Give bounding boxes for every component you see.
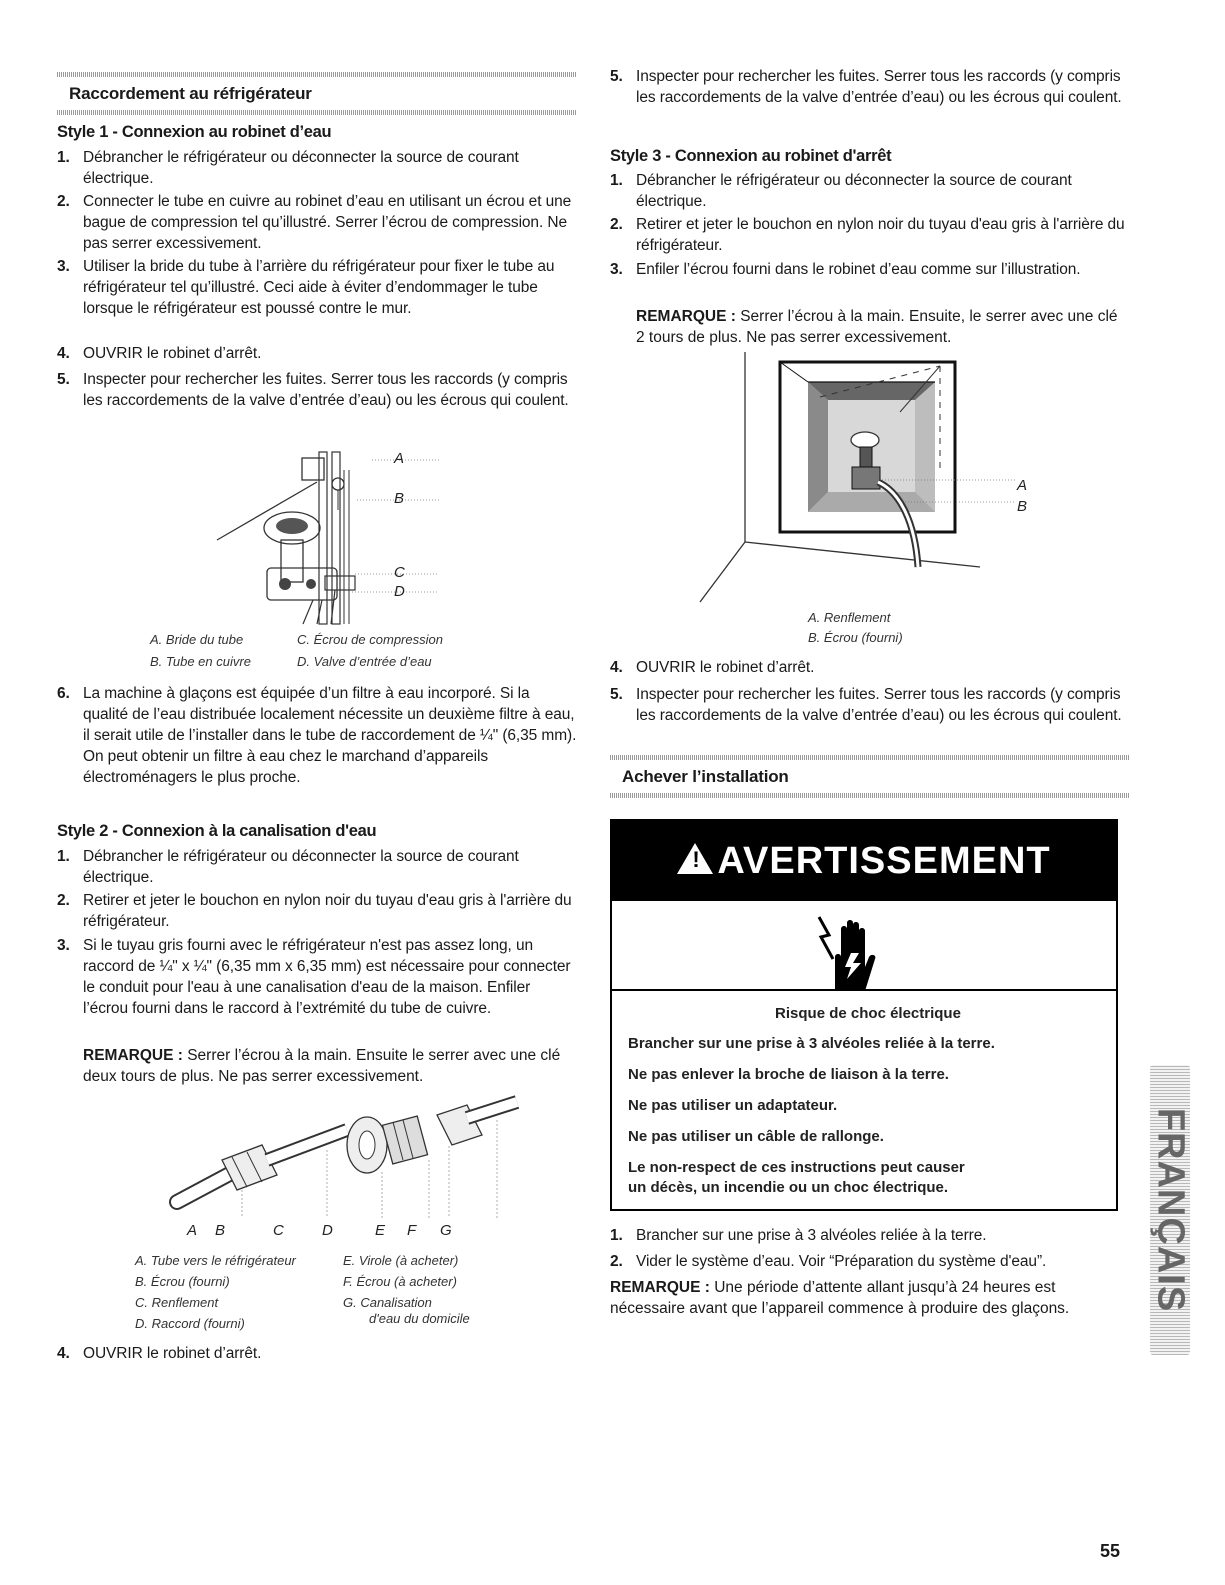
figure-caption: E. Virole (à acheter) xyxy=(343,1253,459,1268)
electric-shock-hand-icon xyxy=(807,909,917,997)
style1-heading: Style 1 - Connexion au robinet d’eau xyxy=(57,123,332,141)
figure-caption: A. Tube vers le réfrigérateur xyxy=(135,1253,296,1268)
warning-triangle-icon: ! xyxy=(677,843,713,874)
figure-label: D xyxy=(394,583,405,600)
figure-label: C xyxy=(394,564,405,581)
list-item: 5. Inspecter pour rechercher les fuites. Serrer tous les raccords (y compris les raccordements de la valve d’entrée d’eau) ou les écrous qui coulent. xyxy=(57,371,569,409)
note-paragraph: REMARQUE : Une période d’attente allant jusqu’à 24 heures est nécessaire avant que l’appareil commence à produire des glaçons. xyxy=(610,1279,1070,1317)
warning-text: Ne pas utiliser un adaptateur. xyxy=(628,1097,838,1114)
figure-label: G xyxy=(440,1222,452,1239)
section-divider xyxy=(57,110,577,115)
list-item: 1. Brancher sur une prise à 3 alvéoles reliée à la terre. xyxy=(610,1227,987,1244)
figure-caption: C. Écrou de compression xyxy=(297,632,443,647)
warning-text: Le non-respect de ces instructions peut causer xyxy=(628,1159,965,1176)
section-title: Achever l’installation xyxy=(622,767,789,786)
figure-caption: F. Écrou (à acheter) xyxy=(343,1274,457,1289)
figure-caption: D. Raccord (fourni) xyxy=(135,1316,245,1331)
figure-label: C xyxy=(273,1222,284,1239)
list-item: 1. Débrancher le réfrigérateur ou déconnecter la source de courant électrique. xyxy=(57,848,519,886)
list-item: 4. OUVRIR le robinet d’arrêt. xyxy=(57,345,262,362)
figure-label: D xyxy=(322,1222,333,1239)
figure-caption: B. Écrou (fourni) xyxy=(808,630,903,645)
language-tab-label: FRANÇAIS xyxy=(1149,1107,1192,1313)
shutoff-valve-illustration xyxy=(700,352,1020,612)
list-item: 4. OUVRIR le robinet d’arrêt. xyxy=(57,1345,262,1362)
figure-label: A xyxy=(394,450,405,467)
figure-caption: G. Canalisation xyxy=(343,1295,432,1310)
section-title: Raccordement au réfrigérateur xyxy=(69,84,312,103)
section-divider xyxy=(610,793,1130,798)
list-item: 3. Si le tuyau gris fourni avec le réfrigérateur n'est pas assez long, un raccord de ¼" x ¼" (6,35 mm x 6,35 mm) est nécessaire pour connecter le conduit pour l'eau à une canalisation d'eau de la maison. Enfiler l’écrou fourni dans le raccord à l’extrémité du tube de cuivre. xyxy=(57,937,571,1017)
figure-caption: d'eau du domicile xyxy=(369,1311,470,1326)
section-divider xyxy=(57,72,577,77)
figure-caption: D. Valve d’entrée d’eau xyxy=(297,654,432,669)
figure-caption: A. Bride du tube xyxy=(150,632,244,647)
list-item: 3. Utiliser la bride du tube à l’arrière du réfrigérateur pour fixer le tube au réfrigérateur tel qu’illustré. Ceci aide à éviter d’endommager le tube lorsque le réfrigérateur est poussé contre le mur. xyxy=(57,258,555,317)
note-paragraph: REMARQUE : Serrer l’écrou à la main. Ensuite, le serrer avec une clé 2 tours de plus. Ne pas serrer excessivement. xyxy=(636,308,1118,346)
figure-caption: C. Renflement xyxy=(135,1295,219,1310)
list-item: 3. Enfiler l’écrou fourni dans le robinet d’eau comme sur l’illustration. xyxy=(610,261,1081,278)
style2-heading: Style 2 - Connexion à la canalisation d'eau xyxy=(57,822,377,840)
page-number: 55 xyxy=(1100,1541,1121,1561)
list-item: 6. La machine à glaçons est équipée d’un filtre à eau incorporé. Si la qualité de l’eau distribuée localement nécessite un deuxième filtre à eau, il serait utile de l’installer dans le tube de raccordement de ¼" (6,35 mm). On peut obtenir un filtre à eau chez le marchand d’appareils électroménagers le plus proche. xyxy=(57,685,577,786)
list-item: 5. Inspecter pour rechercher les fuites. Serrer tous les raccords (y compris les raccordements de la valve d’entrée d’eau) ou les écrous qui coulent. xyxy=(610,68,1122,106)
list-item: 1. Débrancher le réfrigérateur ou déconnecter la source de courant électrique. xyxy=(610,172,1072,210)
figure-caption: A. Renflement xyxy=(808,610,891,625)
valve-illustration xyxy=(207,440,457,630)
section-divider xyxy=(610,755,1130,760)
figure-caption: B. Écrou (fourni) xyxy=(135,1274,230,1289)
warning-box xyxy=(610,819,1118,1211)
style3-heading: Style 3 - Connexion au robinet d'arrêt xyxy=(610,147,892,165)
figure-label: A xyxy=(1017,477,1028,494)
warning-text: un décès, un incendie ou un choc électrique. xyxy=(628,1179,949,1196)
list-item: 2. Connecter le tube en cuivre au robinet d’eau en utilisant un écrou et une bague de compression tel qu’illustré. Serrer l’écrou de compression. Ne pas serrer excessivement. xyxy=(57,193,572,252)
figure-label: B xyxy=(394,490,405,507)
warning-text: Ne pas utiliser un câble de rallonge. xyxy=(628,1128,884,1145)
figure-label: A xyxy=(187,1222,198,1239)
list-item: 2. Retirer et jeter le bouchon en nylon noir du tuyau d'eau gris à l'arrière du réfrigérateur. xyxy=(57,892,572,930)
warning-risk-title: Risque de choc électrique xyxy=(775,1005,961,1022)
list-item: 5. Inspecter pour rechercher les fuites. Serrer tous les raccords (y compris les raccordements de la valve d’entrée d’eau) ou les écrous qui coulent. xyxy=(610,686,1122,724)
list-item: 1. Débrancher le réfrigérateur ou déconnecter la source de courant électrique. xyxy=(57,149,519,187)
figure-label: B xyxy=(1017,498,1028,515)
figure-caption: B. Tube en cuivre xyxy=(150,654,251,669)
warning-text: Ne pas enlever la broche de liaison à la terre. xyxy=(628,1066,949,1083)
figure-label: B xyxy=(215,1222,226,1239)
fitting-illustration xyxy=(167,1090,527,1220)
list-item: 2. Vider le système d’eau. Voir “Préparation du système d'eau”. xyxy=(610,1253,1047,1270)
note-paragraph: REMARQUE : Serrer l’écrou à la main. Ensuite le serrer avec une clé deux tours de plus. Ne pas serrer excessivement. xyxy=(83,1047,561,1085)
list-item: 4. OUVRIR le robinet d’arrêt. xyxy=(610,659,815,676)
warning-text: Brancher sur une prise à 3 alvéoles reliée à la terre. xyxy=(628,1035,995,1052)
figure-label: F xyxy=(407,1222,417,1239)
list-item: 2. Retirer et jeter le bouchon en nylon noir du tuyau d'eau gris à l'arrière du réfrigérateur. xyxy=(610,216,1125,254)
figure-label: E xyxy=(375,1222,386,1239)
warning-header: ! AVERTISSEMENT xyxy=(612,821,1116,901)
